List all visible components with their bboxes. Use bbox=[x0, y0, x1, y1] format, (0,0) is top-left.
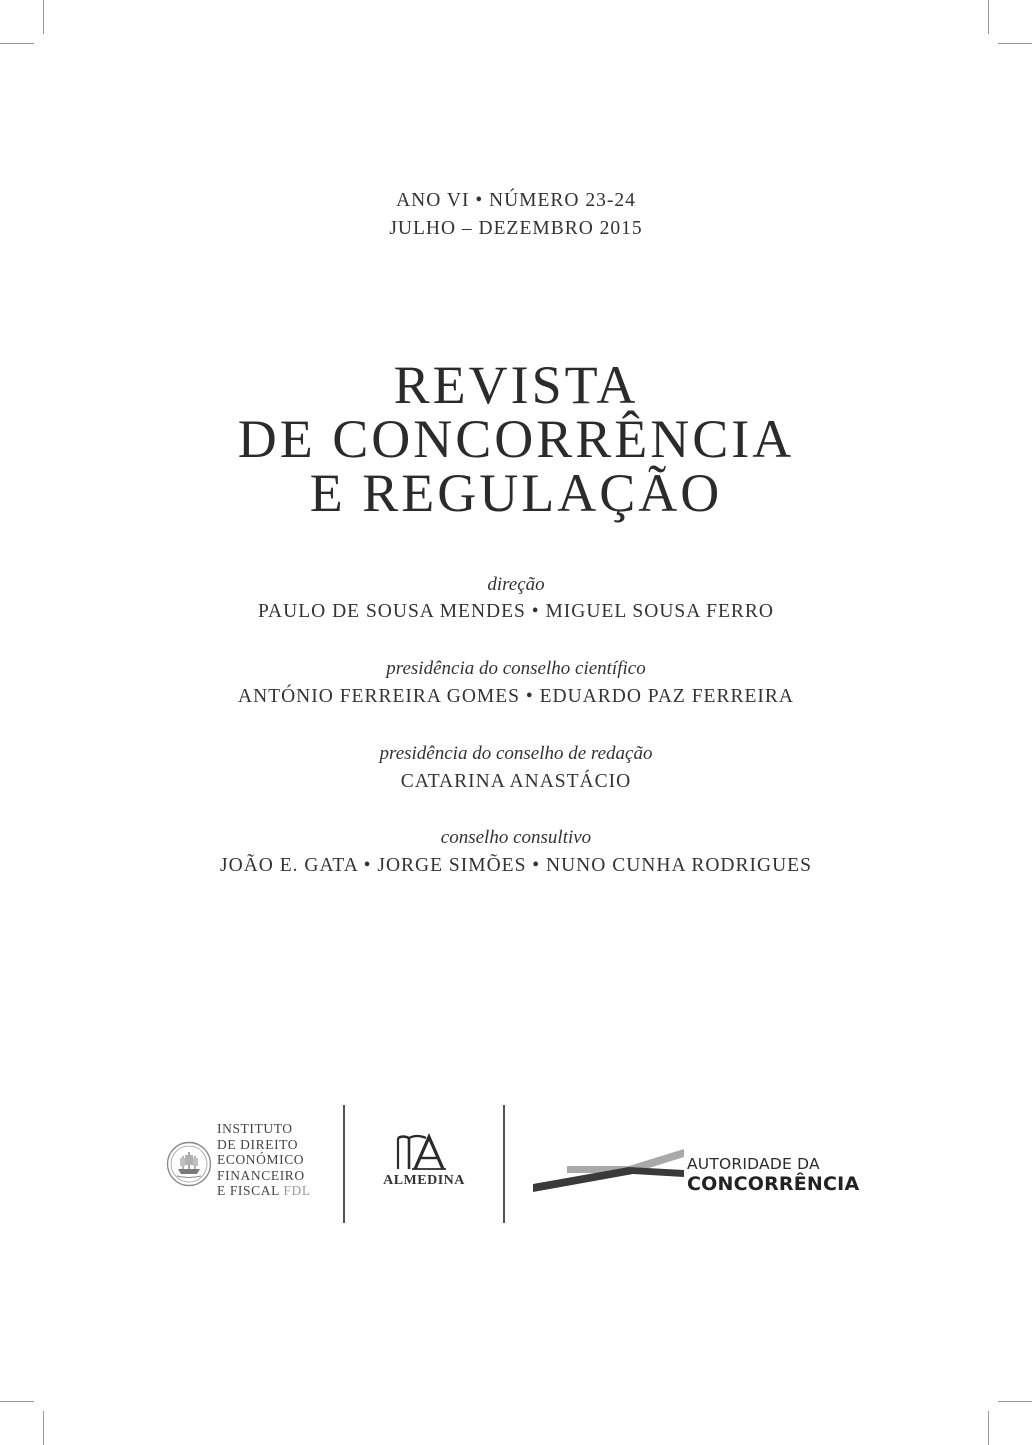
credit-role-advisory-council: conselho consultivo bbox=[440, 827, 592, 848]
crop-mark bbox=[988, 1411, 989, 1445]
adc-logo-text-line-1: AUTORIDADE DA bbox=[687, 1155, 820, 1173]
logo-divider bbox=[503, 1105, 505, 1223]
journal-title-line-1: REVISTA bbox=[393, 355, 639, 415]
idef-seal-icon bbox=[166, 1141, 212, 1187]
credit-role-scientific-council: presidência do conselho científico bbox=[386, 658, 646, 679]
issue-number: ANO VI • NÚMERO 23-24 bbox=[396, 190, 636, 211]
logo-divider bbox=[343, 1105, 345, 1223]
crop-mark bbox=[998, 43, 1032, 44]
issue-period: JULHO – DEZEMBRO 2015 bbox=[389, 218, 643, 239]
almedina-logo-text: ALMEDINA bbox=[383, 1173, 465, 1188]
almedina-logo-icon bbox=[395, 1133, 451, 1173]
credit-names-advisory-council: JOÃO E. GATA • JORGE SIMÕES • NUNO CUNHA RODRIGUES bbox=[220, 855, 812, 876]
credit-names-scientific-council: ANTÓNIO FERREIRA GOMES • EDUARDO PAZ FERREIRA bbox=[238, 686, 794, 707]
crop-mark bbox=[988, 0, 989, 34]
crop-mark bbox=[0, 1401, 34, 1402]
crop-mark bbox=[998, 1401, 1032, 1402]
journal-title-line-3: E REGULAÇÃO bbox=[309, 463, 723, 523]
adc-logo-text-line-2: CONCORRÊNCIA bbox=[687, 1173, 860, 1195]
journal-title-line-2: DE CONCORRÊNCIA bbox=[237, 409, 795, 469]
credit-role-editorial-council: presidência do conselho de redação bbox=[379, 743, 653, 764]
crop-mark bbox=[43, 0, 44, 34]
crop-mark bbox=[0, 43, 34, 44]
adc-logo-icon bbox=[533, 1146, 685, 1194]
idef-logo-text: INSTITUTO DE DIREITO ECONÓMICO FINANCEIRO E FISCAL FDL bbox=[217, 1121, 311, 1198]
credit-names-editorial-council: CATARINA ANASTÁCIO bbox=[400, 771, 632, 792]
crop-mark bbox=[43, 1411, 44, 1445]
credit-names-direction: PAULO DE SOUSA MENDES • MIGUEL SOUSA FERRO bbox=[258, 601, 774, 622]
credit-role-direction: direção bbox=[487, 574, 545, 595]
